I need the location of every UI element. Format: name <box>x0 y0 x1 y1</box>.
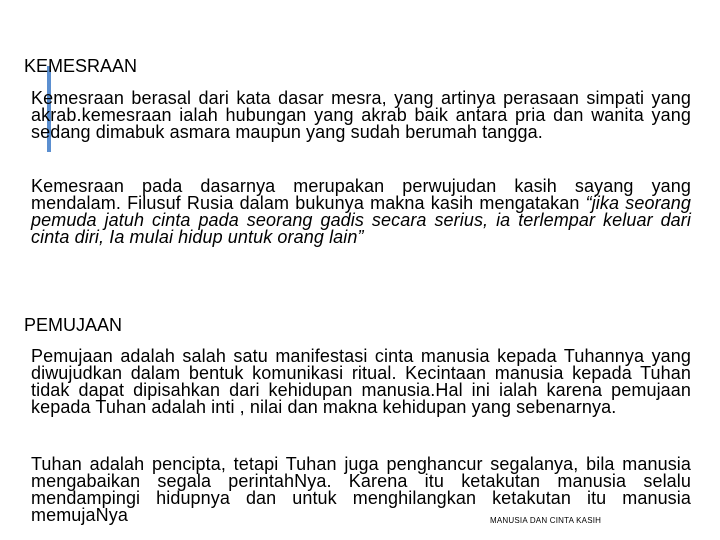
paragraph-kemesraan-intro: Kemesraan pada dasarnya merupakan perwujudan kasih sayang yang mendalam. Filusuf Rusia dalam bukunya makna kasih mengatakan <box>31 176 691 213</box>
paragraph-pemujaan-definition: Pemujaan adalah salah satu manifestasi cinta manusia kepada Tuhannya yang diwujudkan dalam bentuk komunikasi ritual. Kecintaan manusia kepada Tuhan tidak dapat dipisahkan dari kehidupan manusia.Hal ini ialah karena pemujaan kepada Tuhan adalah inti , nilai dan makna kehidupan yang sebenarnya. <box>31 346 691 417</box>
heading-kemesraan: KEMESRAAN <box>24 56 138 76</box>
paragraph-kemesraan-quote <box>31 178 691 246</box>
paragraph-pemujaan-fear: Tuhan adalah pencipta, tetapi Tuhan juga penghancur segalanya, bila manusia mengabaikan segala perintahNya. Karena itu ketakutan manusia selalu mendampingi hidupnya dan untuk menghilangkan ketakutan itu manusia memujaNya <box>31 454 691 525</box>
footer-label: MANUSIA DAN CINTA KASIH <box>490 516 602 525</box>
quote-text: “jika seorang pemuda jatuh cinta pada seorang gadis secara serius, ia terlempar keluar dari cinta diri, Ia mulai hidup untuk orang lain” <box>31 193 691 247</box>
paragraph-kemesraan-definition: Kemesraan berasal dari kata dasar mesra, yang artinya perasaan simpati yang akrab.kemesraan ialah hubungan yang akrab baik antara pria dan wanita yang sedang dimabuk asmara maupun yang sudah berumah tangga. <box>31 88 691 142</box>
heading-pemujaan: PEMUJAAN <box>24 315 123 335</box>
